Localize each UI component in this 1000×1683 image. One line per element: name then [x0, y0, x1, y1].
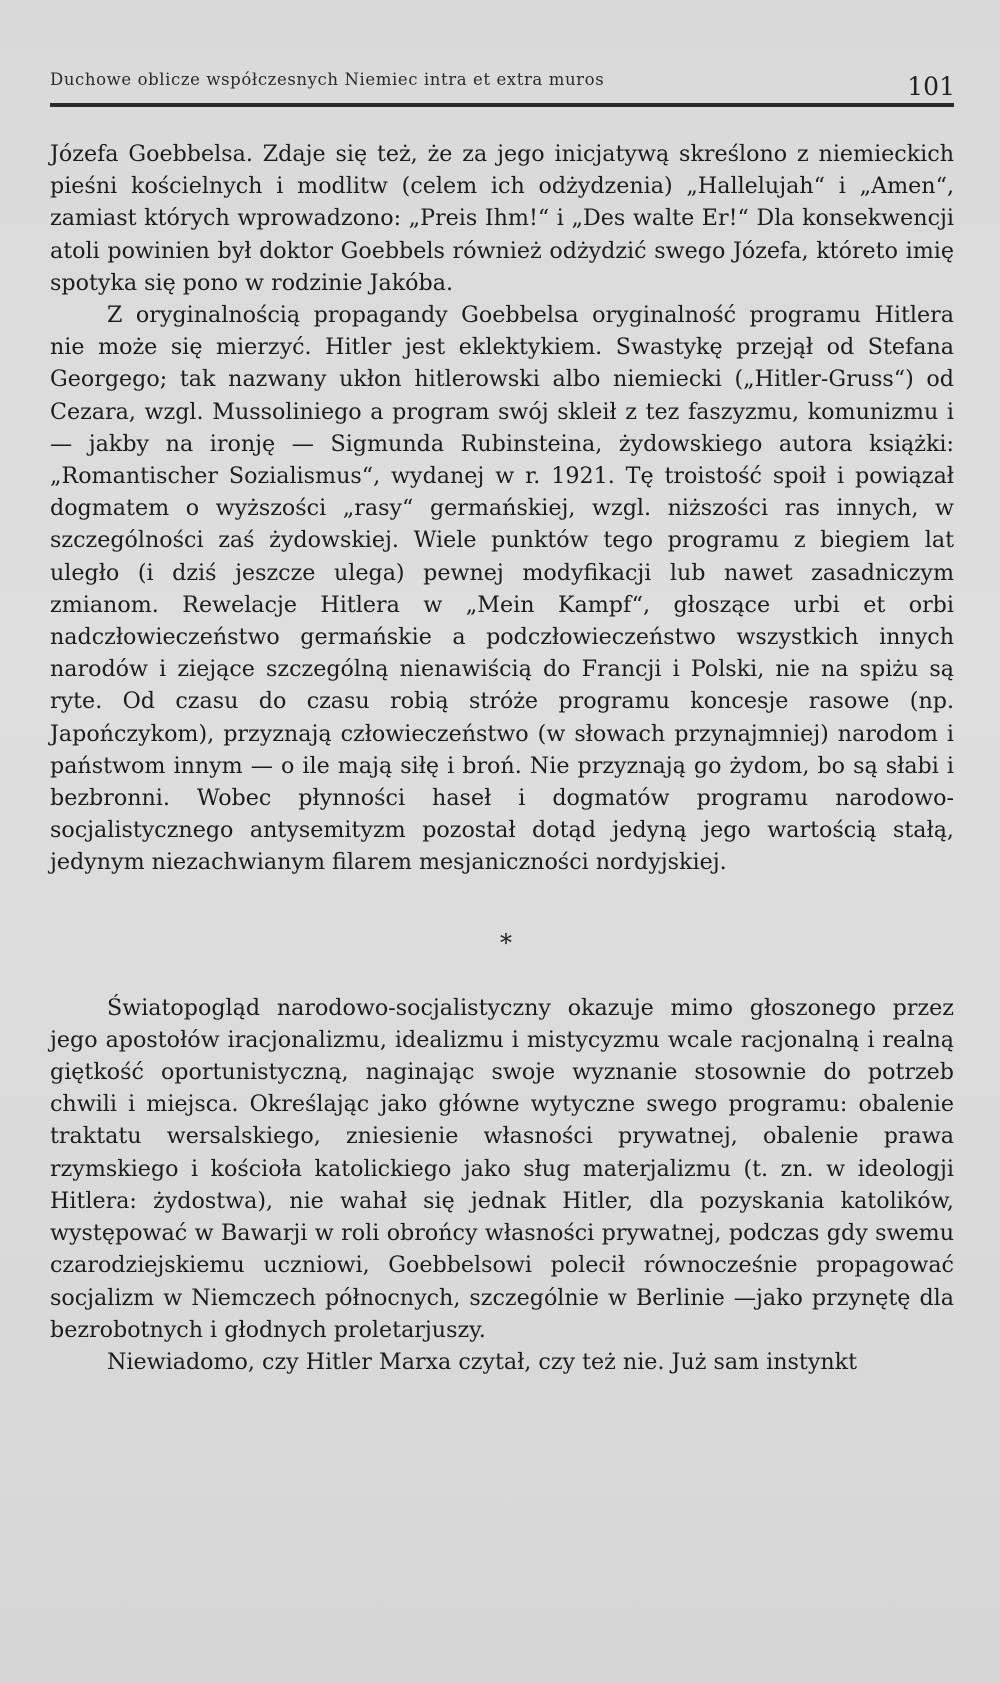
paragraph-marx: Niewiadomo, czy Hitler Marxa czytał, czy też nie. Już sam instynkt	[107, 1348, 858, 1375]
paragraph-continuation: Józefa Goebbelsa. Zdaje się też, że za jego inicjatywą skreślono z niemieckich pieśni kościelnych i modlitw (celem ich odżydzenia) „Hallelujah“ i „Amen“, zamiast których wprowadzono: „Preis Ihm!“ i „Des walte Er!“ Dla konsekwencji atoli powinien był doktor Goebbels również odżydzić swego Józefa, któreto imię spotyka się pono w rodzinie Jakóba.	[50, 141, 954, 296]
running-title: Duchowe oblicze współczesnych Niemiec intra et extra muros	[50, 70, 605, 89]
header-rule	[50, 103, 954, 107]
paragraph-worldview: Światopogląd narodowo-socjalistyczny okazuje mimo głoszonego przez jego apostołów iracjonalizmu, idealizmu i mistycyzmu wcale racjonalną i realną giętkość oportunistyczną, naginając swoje wyznanie stosownie do potrzeb chwili i miejsca. Określając jako główne wytyczne swego programu: obalenie traktatu wersalskiego, zniesienie własności prywatnej, obalenie prawa rzymskiego i kościoła katolickiego jako sług materjalizmu (t. zn. w ideologji Hitlera: żydostwa), nie wahał się jednak Hitler, dla pozyskania katolików, występować w Bawarji w roli obrońcy własności prywatnej, podczas gdy swemu czarodziejskiemu uczniowi, Goebbelsowi polecił równocześnie propagować socjalizm w Niemczech północnych, szczególnie w Berlinie —jako przynętę dla bezrobotnych i głodnych proletarjuszy.	[50, 994, 954, 1343]
paragraph-hitler-program: Z oryginalnością propagandy Goebbelsa oryginalność programu Hitlera nie może się mierzyć. Hitler jest eklektykiem. Swastykę przejął od Stefana Georgego; tak nazwany ukłon hitlerowski albo niemiecki („Hitler-Gruss“) od Cezara, wzgl. Mussoliniego a program swój skleił z tez faszyzmu, komunizmu i — jakby na ironję — Sigmunda Rubinsteina, żydowskiego autora książki: „Romantischer Sozialismus“, wydanej w r. 1921. Tę troistość spoił i powiązał dogmatem o wyższości „rasy“ germańskiej, wzgl. niższości ras innych, w szczególności zaś żydowskiej. Wiele punktów tego programu z biegiem lat uległo (i dziś jeszcze ulega) pewnej modyfikacji lub nawet zasadniczym zmianom. Rewelacje Hitlera w „Mein Kampf“, głoszące urbi et orbi nadczłowieczeństwo germańskie a podczłowieczeństwo wszystkich innych narodów i ziejące szczególną nienawiścią do Francji i Polski, nie na spiżu są ryte. Od czasu do czasu robią stróże programu koncesje rasowe (np. Japończykom), przyznają człowieczeństwo (w słowach przynajmniej) narodom i państwom innym — o ile mają siłę i broń. Nie przyznają go żydom, bo są słabi i bezbronni. Wobec płynności haseł i dogmatów programu narodowo-socjalistycznego antysemityzm pozostał dotąd jedyną jego wartością stałą, jedynym niezachwianym filarem mesjaniczności nordyjskiej.	[50, 302, 954, 876]
page-header	[50, 66, 955, 106]
asterisk-separator: *	[500, 928, 512, 957]
page-number: 101	[907, 72, 955, 101]
body-text	[50, 138, 954, 1378]
section-separator	[50, 879, 954, 992]
